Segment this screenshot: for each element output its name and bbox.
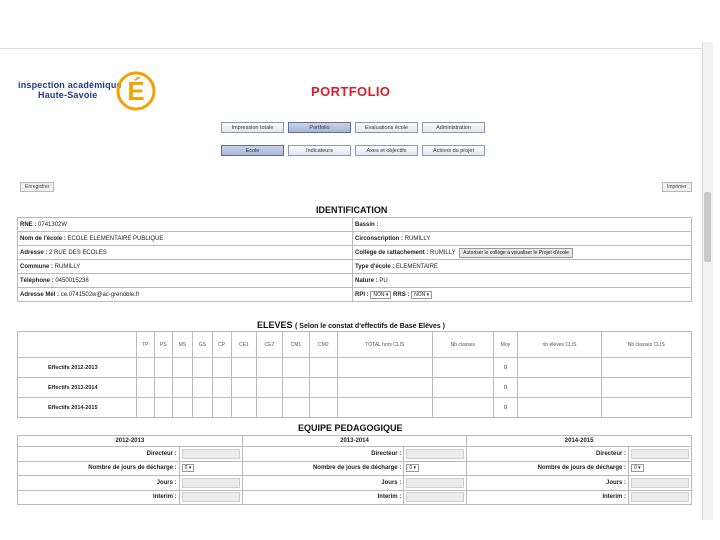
tel-value: 0450015238 <box>55 277 89 284</box>
jours-label: Jours : <box>242 476 404 491</box>
directeur-input[interactable] <box>406 449 464 459</box>
eleves-subtitle: ( Selon le constat d'effectifs de Base Elèves ) <box>295 323 445 330</box>
year-header: 2013-2014 <box>242 436 467 447</box>
jours-label: Jours : <box>467 476 629 491</box>
interim-label: Interim : <box>18 490 180 505</box>
page-title: PORTFOLIO <box>311 84 391 99</box>
print-button[interactable]: Imprimer <box>662 182 692 192</box>
col-header: TP <box>137 332 155 358</box>
college-value: RUMILLY <box>430 249 456 256</box>
rrs-select-value: NON <box>414 291 426 298</box>
adresse-label: Adresse : <box>20 249 48 256</box>
interim-input[interactable] <box>406 492 464 502</box>
tab-portfolio[interactable]: Portfolio <box>288 122 351 133</box>
nom-value: ECOLE ELEMENTAIRE PUBLIQUE <box>67 235 164 242</box>
tab-administration[interactable]: Administration <box>422 122 485 133</box>
col-header: CM2 <box>310 332 338 358</box>
row-label: Effectifs 2012-2013 <box>18 358 137 378</box>
commune-label: Commune : <box>20 263 53 270</box>
table-row <box>18 260 692 274</box>
decharge-label: Nombre de jours de décharge : <box>18 461 180 476</box>
logo-line1: inspection académique <box>18 80 122 90</box>
eleves-title <box>257 320 445 330</box>
jours-label: Jours : <box>18 476 180 491</box>
decharge-value: 0 <box>184 465 188 472</box>
nature-value: PU <box>379 277 388 284</box>
logo-line2: Haute-Savoie <box>38 90 98 100</box>
moy-value: 0 <box>493 398 518 418</box>
col-header: CE2 <box>257 332 283 358</box>
authorize-college-button[interactable]: Autoriser le collège à visualiser le Projet d'école <box>459 248 573 258</box>
table-row <box>18 476 692 491</box>
decharge-select[interactable]: 0 ▾ <box>406 464 419 472</box>
rne-value: 0741302W <box>38 221 68 228</box>
rrs-select[interactable]: NON ▾ <box>411 291 432 299</box>
directeur-label: Directeur : <box>18 447 180 462</box>
rpi-select[interactable]: NON ▾ <box>370 291 391 299</box>
logo-text <box>18 80 122 100</box>
decharge-label: Nombre de jours de décharge : <box>467 461 629 476</box>
equipe-table <box>17 435 692 505</box>
tab-actions[interactable]: Actions du projet <box>422 145 485 156</box>
col-header: GS <box>193 332 213 358</box>
academy-logo <box>18 68 146 116</box>
adresse-value: 2 RUE DES ECOLES <box>49 249 107 256</box>
identification-table <box>17 217 692 302</box>
table-row <box>18 232 692 246</box>
col-header: MS <box>172 332 192 358</box>
decharge-label: Nombre de jours de décharge : <box>242 461 404 476</box>
eleves-title-main: ELEVES <box>257 320 293 330</box>
directeur-input[interactable] <box>631 449 689 459</box>
rpi-select-value: NON <box>373 291 385 298</box>
col-header: CE1 <box>231 332 257 358</box>
college-label: Collège de rattachement : <box>355 249 429 256</box>
col-header: nb élèves CLIS <box>518 332 601 358</box>
directeur-label: Directeur : <box>467 447 629 462</box>
logo-e-icon <box>114 68 158 112</box>
sub-nav <box>221 145 485 156</box>
decharge-value: 0 <box>409 465 413 472</box>
table-row <box>18 246 692 260</box>
email-label: Adresse Mél : <box>20 291 60 298</box>
tab-indicateurs[interactable]: Indicateurs <box>288 145 351 156</box>
rne-label: RNE : <box>20 221 37 228</box>
decharge-select[interactable]: 0 ▾ <box>182 464 195 472</box>
interim-input[interactable] <box>182 492 240 502</box>
col-header: PS <box>154 332 172 358</box>
directeur-input[interactable] <box>182 449 240 459</box>
main-nav <box>221 122 485 133</box>
row-label: Effectifs 2013-2014 <box>18 378 137 398</box>
table-row <box>18 378 692 398</box>
col-header: TOTAL hors CLIS <box>337 332 432 358</box>
rpi-label: RPI : <box>355 291 369 298</box>
tab-evaluations[interactable]: Evaluations école <box>355 122 418 133</box>
type-value: ELEMENTAIRE <box>396 263 438 270</box>
jours-input[interactable] <box>406 478 464 488</box>
interim-label: Interim : <box>467 490 629 505</box>
circ-label: Circonscription : <box>355 235 404 242</box>
type-label: Type d'école : <box>355 263 395 270</box>
year-header: 2012-2013 <box>18 436 243 447</box>
save-button[interactable]: Enregistrer <box>20 182 54 192</box>
nom-label: Nom de l'école : <box>20 235 66 242</box>
interim-label: Interim : <box>242 490 404 505</box>
moy-value: 0 <box>493 358 518 378</box>
vertical-scrollbar[interactable] <box>702 42 713 520</box>
tab-ecole[interactable]: Ecole <box>221 145 284 156</box>
jours-input[interactable] <box>182 478 240 488</box>
year-header: 2014-2015 <box>467 436 692 447</box>
tab-axes[interactable]: Axes et objectifs <box>355 145 418 156</box>
table-row <box>18 490 692 505</box>
circ-value: RUMILLY <box>404 235 431 242</box>
table-row <box>18 447 692 462</box>
equipe-title: EQUIPE PEDAGOGIQUE <box>298 423 403 433</box>
col-header: Nb classes CLIS <box>601 332 691 358</box>
nature-label: Nature : <box>355 277 378 284</box>
scrollbar-thumb[interactable] <box>704 192 711 262</box>
table-row <box>18 288 692 302</box>
moy-value: 0 <box>493 378 518 398</box>
tab-impression[interactable]: Impression totale <box>221 122 284 133</box>
table-row <box>18 218 692 232</box>
jours-input[interactable] <box>631 478 689 488</box>
table-row <box>18 358 692 378</box>
decharge-select[interactable]: 0 ▾ <box>631 464 644 472</box>
table-row <box>18 398 692 418</box>
tel-label: Téléphone : <box>20 277 54 284</box>
table-row <box>18 461 692 476</box>
decharge-value: 0 <box>634 465 637 472</box>
bassin-label: Bassin : <box>355 221 379 228</box>
email-value: ce.0741502w@ac-grenoble.fr <box>60 291 140 298</box>
table-row <box>18 274 692 288</box>
identification-title: IDENTIFICATION <box>316 205 388 215</box>
top-divider <box>0 48 702 49</box>
col-header: Moy <box>493 332 518 358</box>
table-header-row <box>18 332 692 358</box>
col-header: CM1 <box>282 332 310 358</box>
table-header-row <box>18 436 692 447</box>
directeur-label: Directeur : <box>242 447 404 462</box>
row-label: Effectifs 2014-2015 <box>18 398 137 418</box>
logo-letter: É <box>127 76 145 106</box>
interim-input[interactable] <box>631 492 689 502</box>
col-header: Nb classes <box>433 332 494 358</box>
col-header: CP <box>212 332 231 358</box>
rrs-label: RRS : <box>393 291 410 298</box>
eleves-table <box>17 331 692 418</box>
commune-value: RUMILLY <box>54 263 81 270</box>
